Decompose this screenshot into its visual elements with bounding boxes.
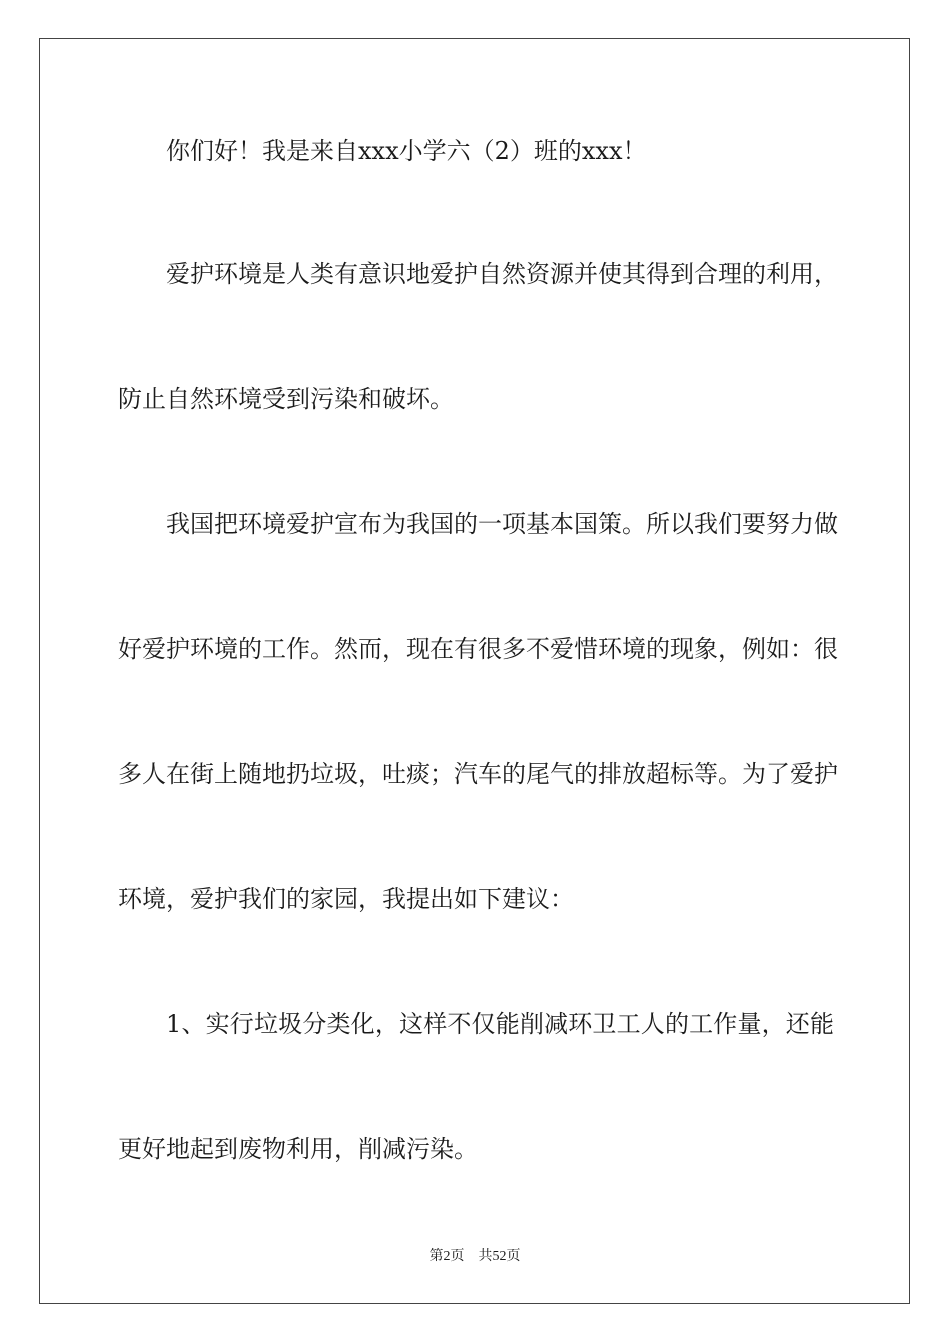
paragraph-line: 1、实行垃圾分类化，这样不仅能削减环卫工人的工作量，还能: [166, 1010, 834, 1038]
page-number: 第2页: [429, 1249, 465, 1264]
paragraph-line: 我国把环境爱护宣布为我国的一项基本国策。所以我们要努力做: [166, 510, 838, 538]
paragraph-line-greeting: 你们好！我是来自xxx小学六（2）班的xxx！: [166, 137, 647, 165]
page-footer: [0, 1248, 950, 1266]
paragraph-line: 爱护环境是人类有意识地爱护自然资源并使其得到合理的利用，: [166, 260, 838, 288]
paragraph-line: 多人在街上随地扔垃圾，吐痰；汽车的尾气的排放超标等。为了爱护: [118, 760, 838, 788]
paragraph-line: 更好地起到废物利用，削减污染。: [118, 1135, 478, 1163]
paragraph-line: 好爱护环境的工作。然而，现在有很多不爱惜环境的现象，例如：很: [118, 635, 838, 663]
page-border: [39, 38, 910, 1304]
page-total: 共52页: [478, 1249, 521, 1264]
paragraph-line: 环境，爱护我们的家园，我提出如下建议：: [118, 885, 574, 913]
paragraph-line: 防止自然环境受到污染和破坏。: [118, 385, 454, 413]
